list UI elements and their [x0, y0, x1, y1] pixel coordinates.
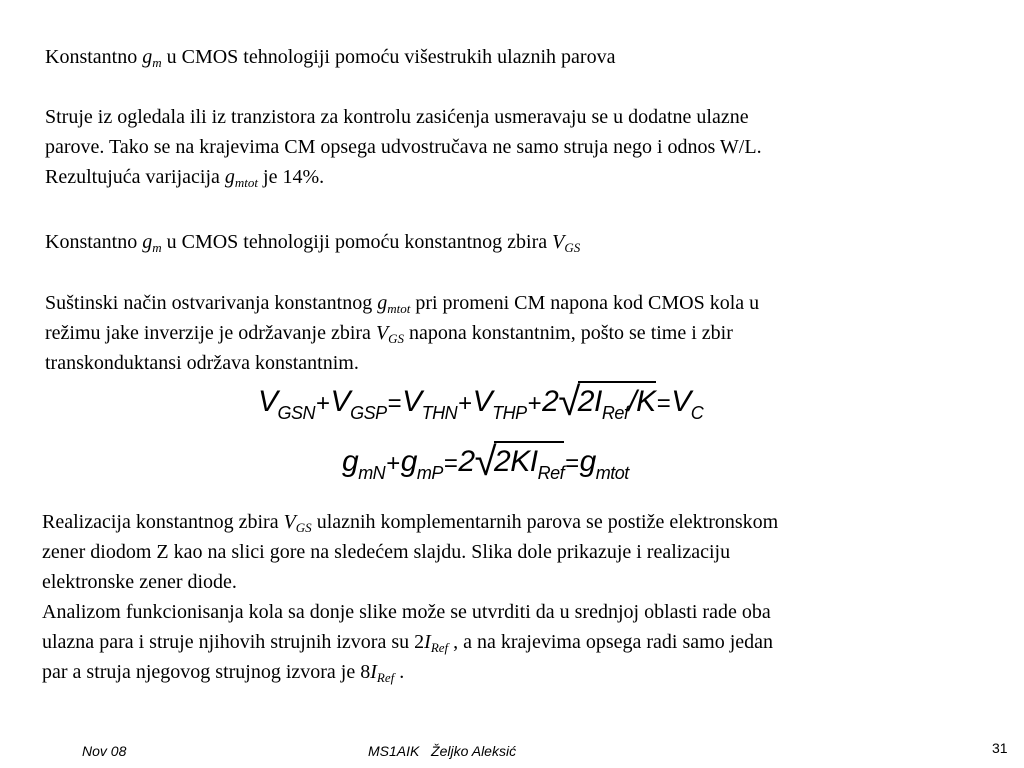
paragraph-line: zener diodom Z kao na slici gore na sledećem slajdu. Slika dole prikazuje i realizaciju — [42, 541, 731, 563]
paragraph-line: transkonduktansi održava konstantnim. — [45, 352, 359, 374]
paragraph-current-mirrors — [45, 102, 762, 192]
paragraph-line: Struje iz ogledala ili iz tranzistora za kontrolu zasićenja usmeravaju se u dodatne ulazne — [45, 106, 749, 128]
paragraph-line: Realizacija konstantnog zbira $V_{GS}$ ulaznih komplementarnih parova se postiže elektronskom — [42, 511, 779, 535]
radicand: $2KI_{Ref}$ — [494, 441, 564, 478]
paragraph-line: Suštinski način ostvarivanja konstantnog $g_{mtot}$ pri promeni CM napona kod CMOS kola u — [45, 292, 760, 316]
paragraph-zener-realization — [42, 507, 778, 687]
paragraph-line: režimu jake inverzije je održavanje zbira $V_{GS}$ napona konstantnim, pošto se time i zbir — [45, 322, 733, 346]
section-title-constant-vgs: Konstantno $g_m$ u CMOS tehnologiji pomoću konstantnog zbira $V_{GS}$ — [45, 231, 581, 255]
square-root-icon: √ — [558, 380, 580, 424]
paragraph-line: ulazna para i struje njihovih strujnih izvora su $2I_{Ref}$ , a na krajevima opsega radi samo jedan — [42, 631, 774, 655]
gm-subscript: m — [152, 55, 162, 70]
section-title-multiple-pairs — [45, 42, 615, 72]
footer-author: MS1AIK Željko Aleksić — [368, 743, 517, 759]
gmtot-symbol: g — [224, 166, 235, 188]
equation-vgs-sum: $V_{GSN}+V_{GSP}=V_{THN}+V_{THP}+2√2I_{Ref}/K=V_C$ — [258, 380, 704, 424]
title-text: Konstantno — [45, 46, 143, 68]
gm-symbol: g — [142, 46, 153, 68]
equation-gm-sum: $g_{mN}+g_{mP}=2√2KI_{Ref}=g_{mtot}$ — [342, 440, 629, 484]
title-text: u CMOS tehnologiji pomoću višestrukih ulaznih parova — [161, 46, 616, 68]
vgs-symbol: V — [552, 231, 565, 253]
page-number: 31 — [992, 740, 1008, 756]
paragraph-line: Analizom funkcionisanja kola sa donje slike može se utvrditi da u srednjoj oblasti rade oba — [42, 601, 771, 623]
paragraph-line: Rezultujuća varijacija $g_{mtot}$ je 14%. — [45, 166, 325, 190]
square-root-icon: √ — [474, 440, 497, 484]
radicand: $2I_{Ref}/K$ — [578, 381, 656, 418]
footer-date: Nov 08 — [82, 743, 127, 759]
paragraph-line: parove. Tako se na krajevima CM opsega udvostručava ne samo struja nego i odnos W/L. — [45, 136, 762, 158]
gm-symbol: g — [142, 231, 153, 253]
paragraph-strong-inversion — [45, 288, 759, 378]
paragraph-line: elektronske zener diode. — [42, 571, 237, 593]
paragraph-line: par a struja njegovog strujnog izvora je $8I_{Ref}$ . — [42, 661, 405, 685]
